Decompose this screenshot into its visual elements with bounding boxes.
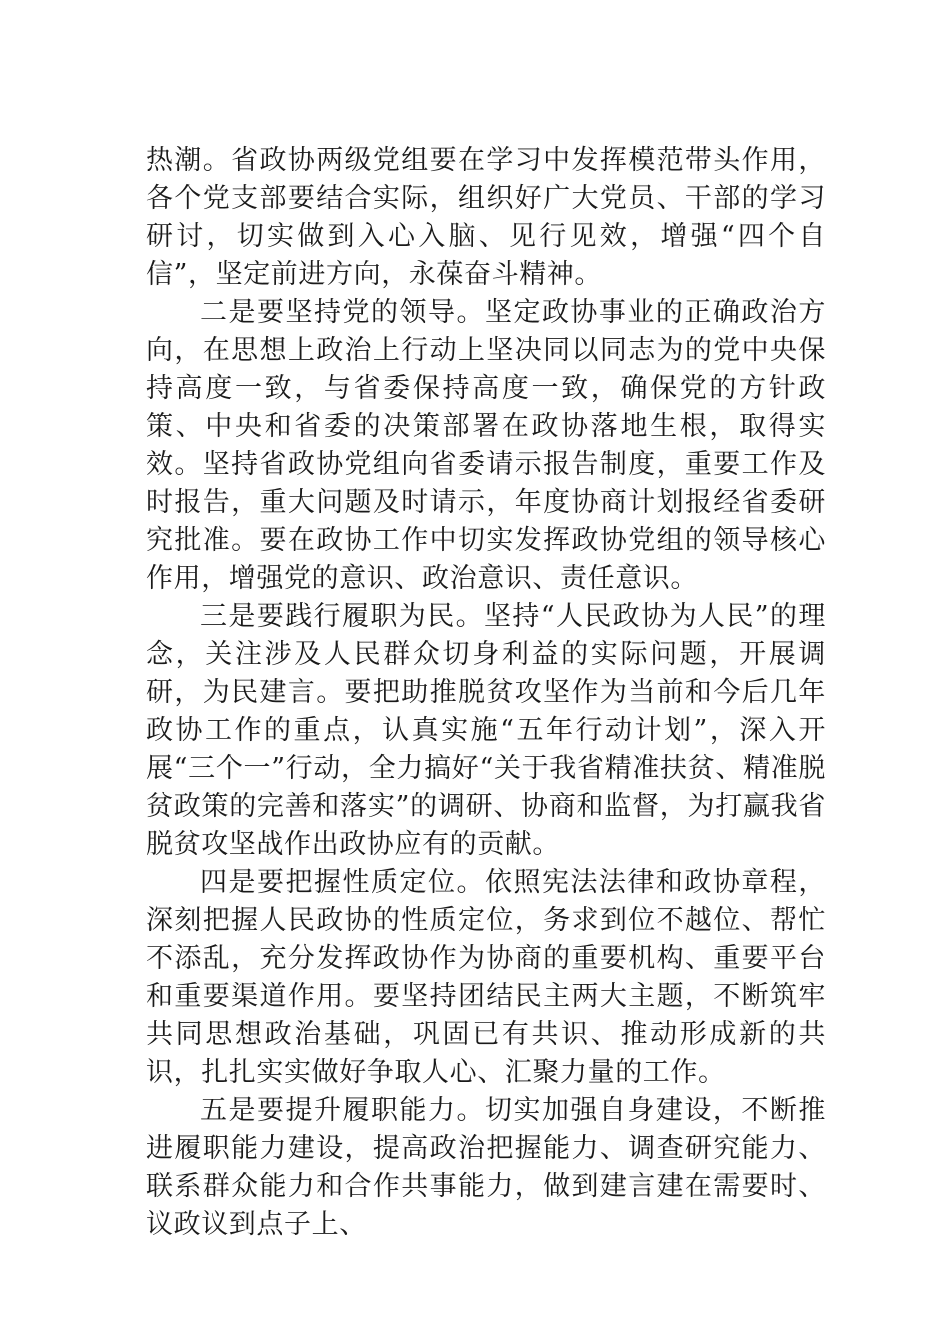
paragraph-party-leadership: 二是要坚持党的领导。坚定政协事业的正确政治方向，在思想上政治上行动上坚决同以同志为的党中央保持高度一致，与省委保持高度一致，确保党的方针政策、中央和省委的决策部署在政协落地生根，取得实效。坚持省政协党组向省委请示报告制度，重要工作及时报告，重大问题及时请示，年度协商计划报经省委研究批准。要在政协工作中切实发挥政协党组的领导核心作用，增强党的意识、政治意识、责任意识。	[146, 297, 826, 594]
paragraph-nature-positioning: 四是要把握性质定位。依照宪法法律和政协章程，深刻把握人民政协的性质定位，务求到位不越位、帮忙不添乱，充分发挥政协作为协商的重要机构、重要平台和重要渠道作用。要坚持团结民主两大主题，不断筑牢共同思想政治基础，巩固已有共识、推动形成新的共识，扎扎实实做好争取人心、汇聚力量的工作。	[146, 867, 826, 1088]
paragraph-serve-people: 三是要践行履职为民。坚持“人民政协为人民”的理念，关注涉及人民群众切身利益的实际问题，开展调研，为民建言。要把助推脱贫攻坚作为当前和今后几年政协工作的重点，认真实施“五年行动计划”，深入开展“三个一”行动，全力搞好“关于我省精准扶贫、精准脱贫政策的完善和落实”的调研、协商和监督，为打赢我省脱贫攻坚战作出政协应有的贡献。	[146, 601, 826, 860]
paragraph-continuation: 热潮。省政协两级党组要在学习中发挥模范带头作用，各个党支部要结合实际，组织好广大党员、干部的学习研讨，切实做到入心入脑、见行见效，增强“四个自信”，坚定前进方向，永葆奋斗精神。	[146, 145, 826, 290]
document-body	[146, 142, 826, 1244]
paragraph-improve-capability: 五是要提升履职能力。切实加强自身建设，不断推进履职能力建设，提高政治把握能力、调查研究能力、联系群众能力和合作共事能力，做到建言建在需要时、议政议到点子上、	[146, 1095, 826, 1240]
